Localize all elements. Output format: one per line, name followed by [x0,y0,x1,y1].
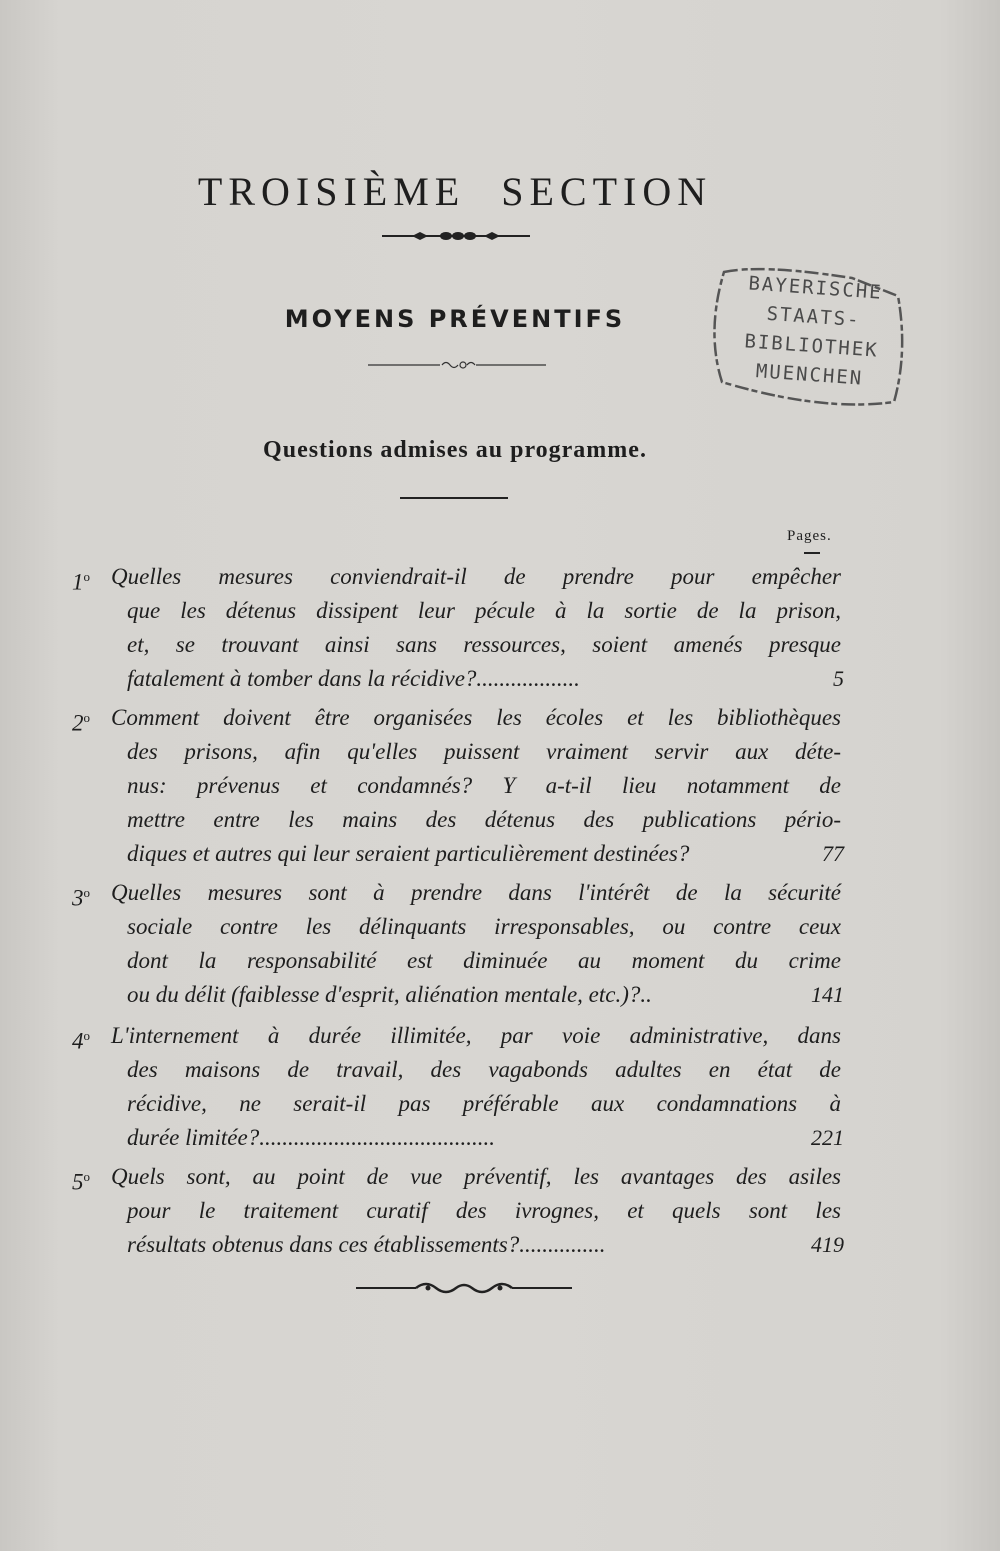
entry-line: mettre entre les mains des détenus des publications pério- [127,807,841,832]
entry-page-number: 221 [811,1125,844,1150]
questions-heading: Questions admises au programme. [263,437,647,463]
entry-line: des maisons de travail, des vagabonds adultes en état de [127,1057,841,1082]
entry-line: sociale contre les délinquants irresponsables, ou contre ceux [127,914,841,939]
entry-line: fatalement à tomber dans la récidive?.................. [127,666,580,691]
subtitle: MOYENS PRÉVENTIFS [284,305,626,333]
entry-line: Quelles mesures sont à prendre dans l'intérêt de la sécurité [111,880,841,905]
entry-number: 1$^o$ [72,569,90,595]
entry-line: ou du délit (faiblesse d'esprit, aliénation mentale, etc.)?.. [127,982,652,1007]
heading-rule [400,497,508,499]
ornament-divider-small [368,358,546,372]
entry-line: pour le traitement curatif des ivrognes, et quels sont les [127,1198,841,1223]
stamp-line-1: BAYERISCHE [747,272,884,304]
stamp-line-2: STAATS- [765,302,862,332]
library-stamp [716,268,909,397]
entry-page-number: 419 [811,1232,844,1257]
table-of-contents [72,560,852,1262]
entry-number: 4$^o$ [72,1028,90,1054]
pages-label: Pages. [787,528,832,544]
toc-entry [72,701,852,871]
entry-number-value: 5 [72,1169,84,1195]
entry-number-value: 4 [72,1028,84,1054]
entry-line: Comment doivent être organisées les écoles et les bibliothèques [111,705,841,730]
entry-line: et, se trouvant ainsi sans ressources, soient amenés presque [127,632,841,657]
entry-line: récidive, ne serait-il pas préférable aux condamnations à [127,1091,841,1116]
entry-line: des prisons, afin qu'elles puissent vraiment servir aux déte- [127,739,841,764]
toc-entry [72,1019,852,1155]
entry-line: Quels sont, au point de vue préventif, les avantages des asiles [111,1164,841,1189]
entry-line: L'internement à durée illimitée, par voie administrative, dans [111,1023,841,1048]
toc-entry [72,560,852,696]
entry-line: dont la responsabilité est diminuée au moment du crime [127,948,841,973]
pages-dash [804,552,820,554]
entry-number-value: 3 [72,885,84,911]
entry-number-value: 1 [72,569,84,595]
entry-line: Quelles mesures conviendrait-il de prendre pour empêcher [111,564,841,589]
ornament-divider-bottom [356,1278,572,1298]
entry-number: 5$^o$ [72,1169,90,1195]
stamp-line-4: MUENCHEN [755,360,864,390]
section-title [0,168,910,215]
entry-line: diques et autres qui leur seraient particulièrement destinées? [127,841,690,866]
entry-line: durée limitée?......................................... [127,1125,495,1150]
entry-page-number: 77 [822,841,844,866]
entry-line: résultats obtenus dans ces établissements?............... [127,1232,606,1257]
stamp-line-3: BIBLIOTHEK [743,330,880,362]
entry-number: 2$^o$ [72,710,90,736]
ornament-divider-top [382,228,530,244]
entry-number: 3$^o$ [72,885,90,911]
entry-line: nus: prévenus et condamnés? Y a-t-il lieu notamment de [127,773,841,798]
entry-page-number: 141 [811,982,844,1007]
toc-entry [72,1160,852,1262]
section-title-word-2: SECTION [501,169,713,214]
entry-number-value: 2 [72,710,84,736]
toc-entry [72,876,852,1012]
entry-page-number: 5 [833,666,844,691]
entry-line: que les détenus dissipent leur pécule à la sortie de la prison, [127,598,841,623]
section-title-word-1: TROISIÈME [197,169,466,214]
